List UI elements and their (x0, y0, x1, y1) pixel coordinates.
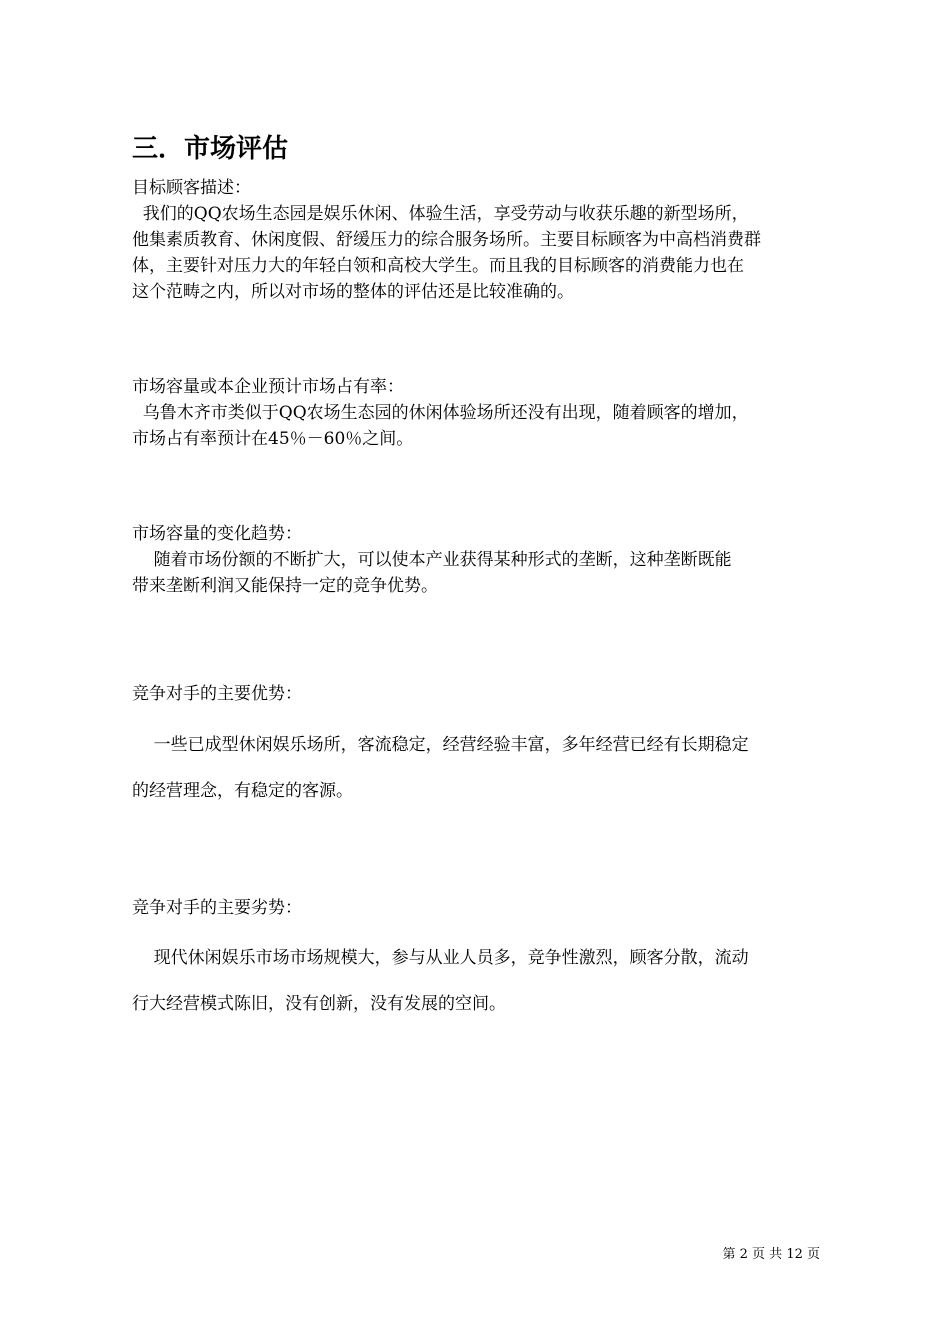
paragraph-market-trend (132, 547, 822, 599)
text-line: 他集素质教育、休闲度假、舒缓压力的综合服务场所。主要目标顾客为中高档消费群 (132, 230, 761, 250)
text-line: 行大经营模式陈旧，没有创新，没有发展的空间。 (132, 994, 506, 1014)
text-line: 乌鲁木齐市类似于QQ农场生态园的休闲体验场所还没有出现，随着顾客的增加， (132, 403, 749, 423)
text-line: 市场占有率预计在45％－60％之间。 (132, 429, 414, 449)
text-line: 一些已成型休闲娱乐场所，客流稳定，经营经验丰富，多年经营已经有长期稳定 (132, 735, 749, 755)
label-target-customers: 目标顾客描述： (132, 178, 251, 198)
text-line: 这个范畴之内，所以对市场的整体的评估还是比较准确的。 (132, 282, 574, 302)
paragraph-competitor-strengths (132, 722, 822, 814)
paragraph-competitor-weaknesses (132, 935, 822, 1027)
text-line: 随着市场份额的不断扩大，可以使本产业获得某种形式的垄断，这种垄断既能 (132, 550, 732, 570)
text-line: 我们的QQ农场生态园是娱乐休闲、体验生活，享受劳动与收获乐趣的新型场所， (132, 204, 749, 224)
paragraph-market-share (132, 400, 822, 452)
text-line: 体，主要针对压力大的年轻白领和高校大学生。而且我的目标顾客的消费能力也在 (132, 256, 744, 276)
section-heading: 三．市场评估 (132, 134, 289, 164)
label-competitor-strengths: 竞争对手的主要优势： (132, 684, 302, 704)
label-market-share: 市场容量或本企业预计市场占有率： (132, 377, 404, 397)
label-market-trend: 市场容量的变化趋势： (132, 524, 302, 544)
text-line: 带来垄断利润又能保持一定的竞争优势。 (132, 576, 438, 596)
text-line: 的经营理念，有稳定的客源。 (132, 781, 353, 801)
label-competitor-weaknesses: 竞争对手的主要劣势： (132, 898, 302, 918)
paragraph-target-customers (132, 201, 822, 305)
page-number-footer: 第 2 页 共 12 页 (722, 1247, 820, 1262)
text-line: 现代休闲娱乐市场市场规模大，参与从业人员多，竞争性激烈，顾客分散，流动 (132, 948, 749, 968)
